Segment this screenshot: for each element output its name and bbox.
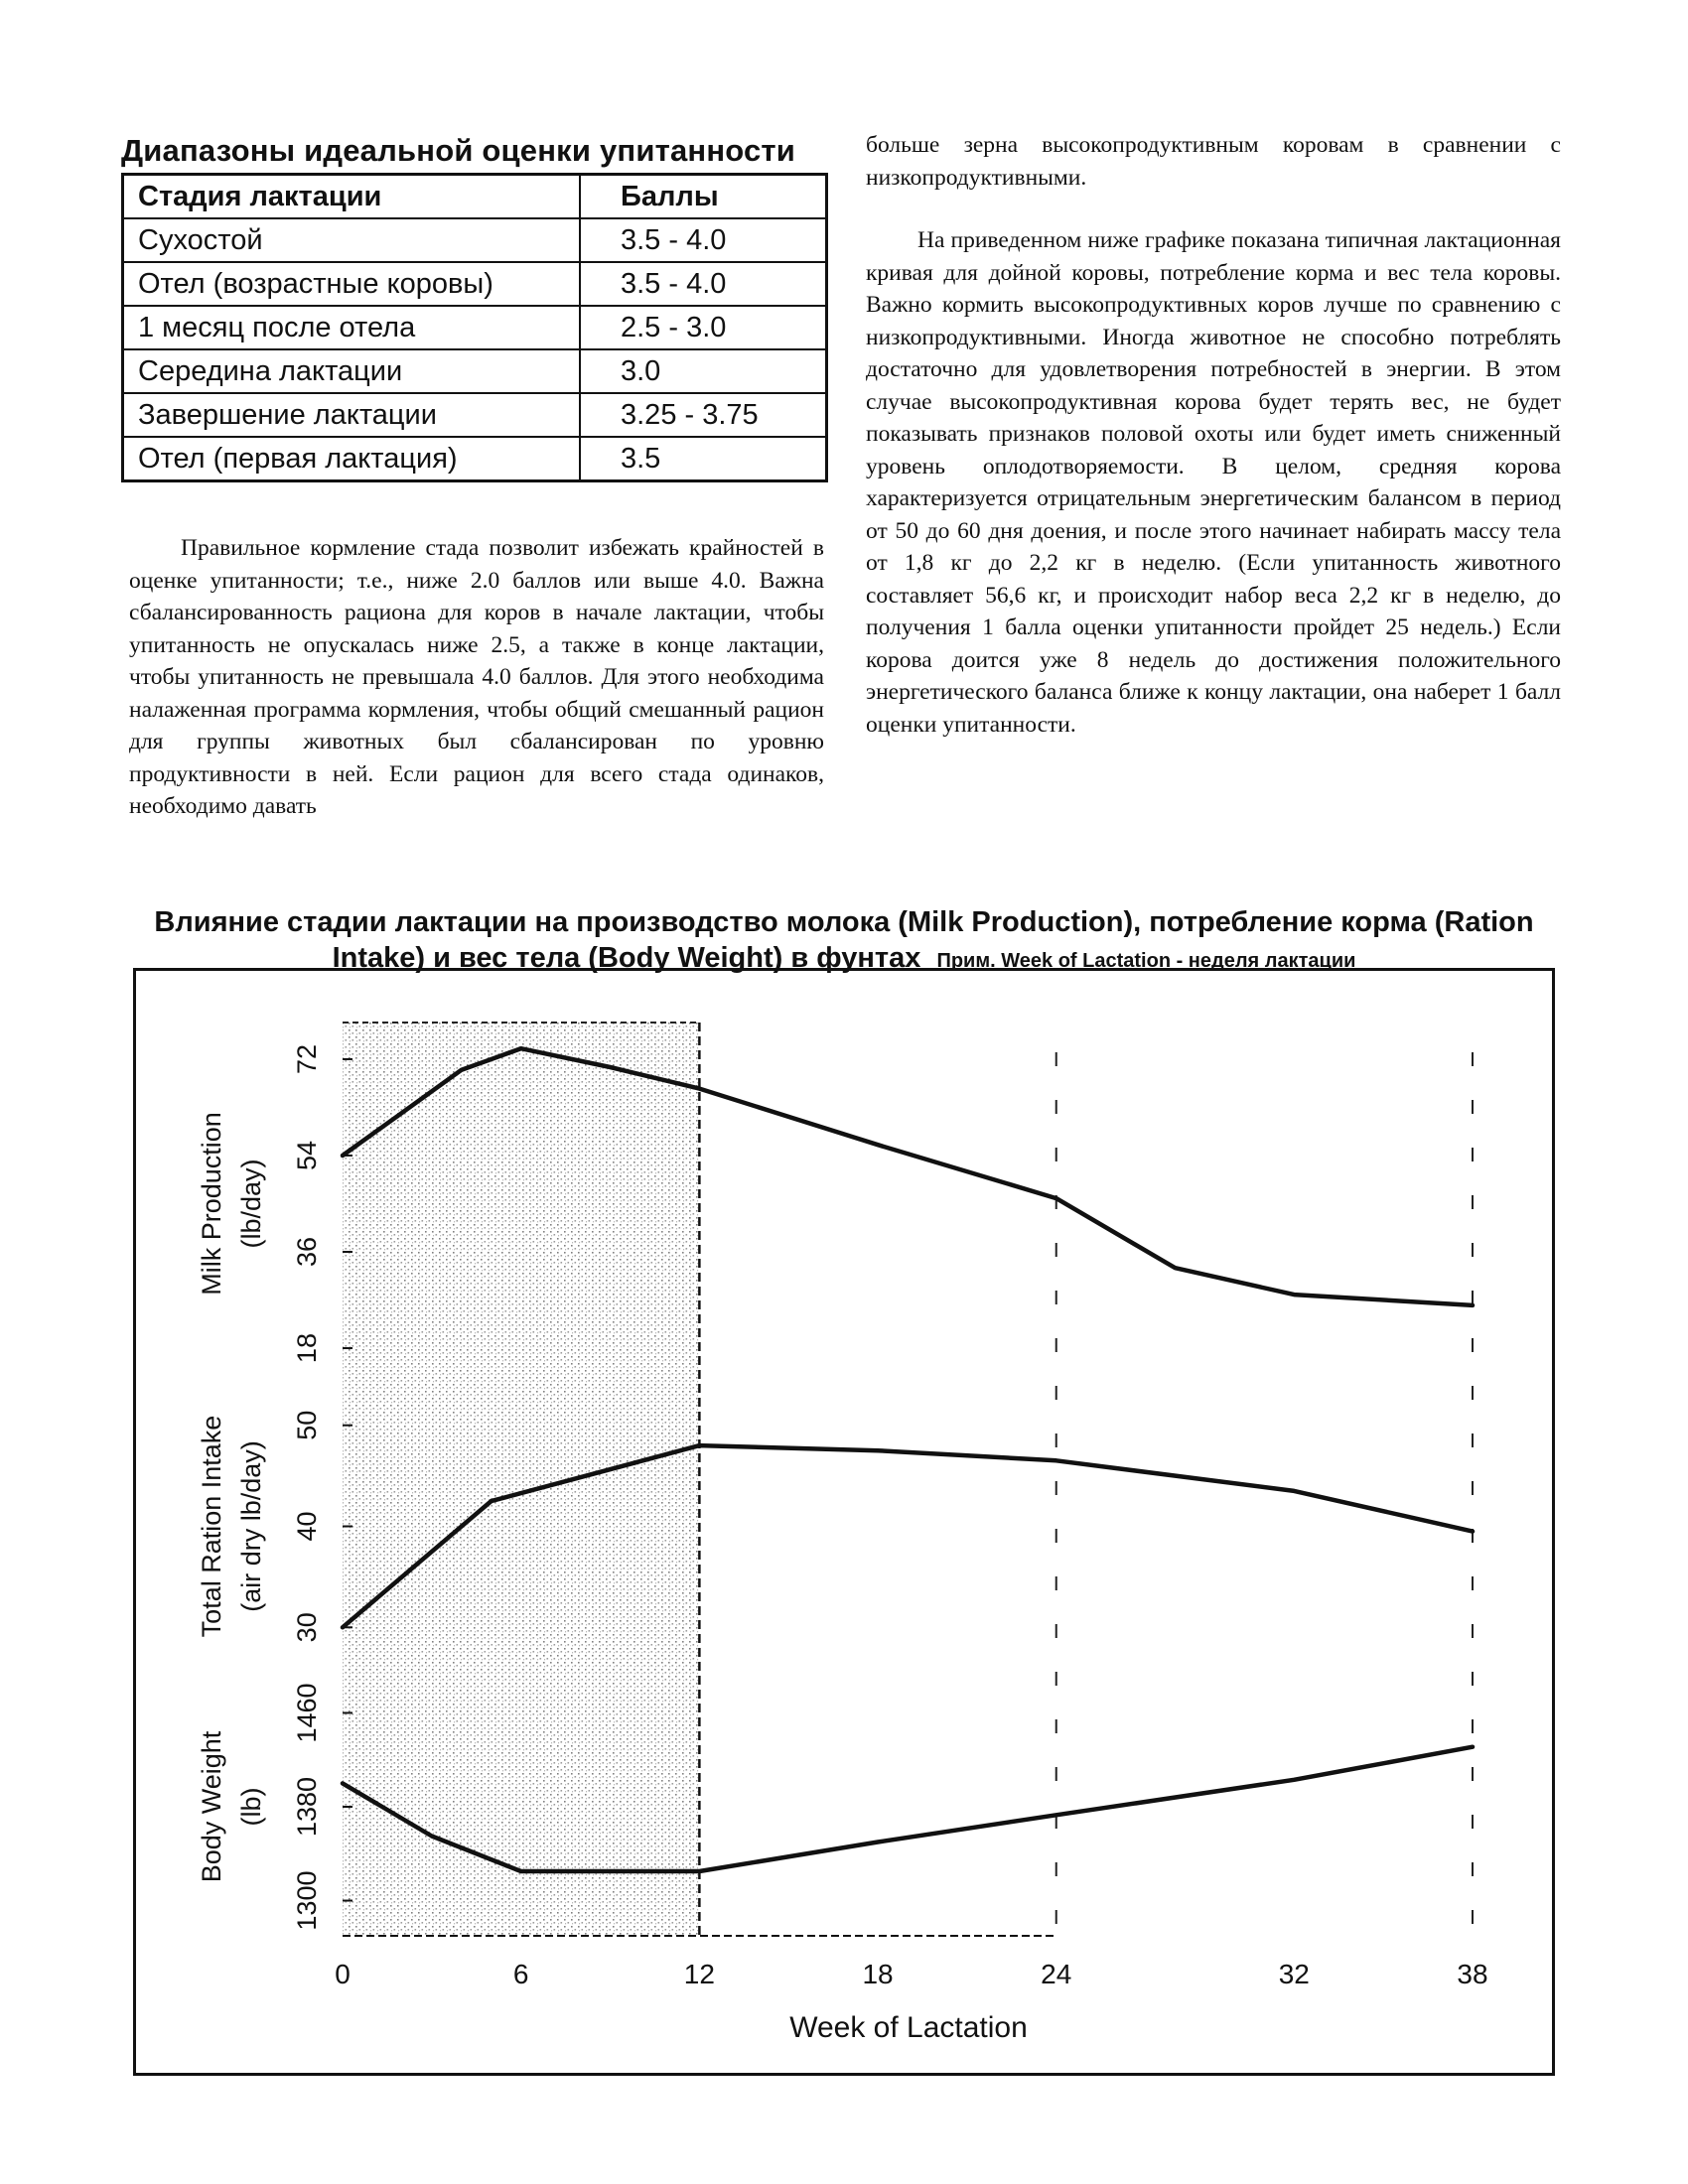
table-cell: 3.25 - 3.75 [580,393,827,437]
table-cell: Отел (первая лактация) [123,437,581,481]
y-tick-label: 40 [292,1511,322,1542]
x-tick-label: 6 [512,1959,529,1989]
table-cell: Отел (возрастные коровы) [123,262,581,306]
left-column-paragraph: Правильное кормление стада позволит избежать крайностей в оценке упитанности; т.е., ниже 2.0 баллов или выше 4.0. Важна сбалансированность рациона для коров в начале лактации, чтобы упитанность не опускалась ниже 2.5, а также в конце лактации, чтобы упитанность не превышала 4.0 баллов. Для этого необходима налаженная программа кормления, чтобы общий смешанный рацион для группы животных был сбалансирован по уровню продуктивности в ней. Если рацион для всего стада одинаков, необходимо давать [129,535,824,819]
table-cell: 2.5 - 3.0 [580,306,827,349]
chart-title-note: Прим. Week of Lactation - неделя лактации [936,950,1356,972]
x-tick-label: 24 [1041,1959,1072,1989]
table-cell: Середина лактации [123,349,581,393]
table-cell: 3.5 - 4.0 [580,218,827,262]
x-axis-label: Week of Lactation [789,2011,1028,2044]
x-tick-label: 18 [862,1959,894,1989]
y-axis-label: Body Weight [197,1730,226,1883]
table-title: Диапазоны идеальной оценки упитанности [121,133,796,168]
y-axis-unit-label: (air dry lb/day) [236,1440,266,1612]
y-axis-label: Milk Production [197,1112,226,1296]
x-tick-label: 0 [335,1959,351,1989]
table-cell: 3.0 [580,349,827,393]
table-header-cell: Стадия лактации [123,175,581,219]
y-tick-label: 1460 [292,1683,322,1743]
y-tick-label: 1380 [292,1776,322,1838]
x-tick-label: 12 [683,1959,715,1989]
y-tick-label: 72 [292,1043,322,1074]
y-axis-label: Total Ration Intake [197,1415,226,1638]
y-tick-label: 1300 [292,1870,322,1931]
x-tick-label: 32 [1278,1959,1310,1989]
chart-title-line-1: Влияние стадии лактации на производство молока (Milk Production), потребление корма (Ration [154,906,1534,938]
right-column-paragraph: На приведенном ниже графике показана типичная лактационная кривая для дойной коровы, потребление корма и вес тела коровы. Важно кормить высокопродуктивных коров лучше по сравнению с низкопродуктивными. Иногда животное не способно потреблять достаточно для удовлетворения потребностей в энергии. В этом случае высокопродуктивная корова будет терять вес, не будет показывать признаков половой охоты или будет иметь сниженный уровень оплодотворяемости. В целом, средняя корова характеризуется отрицательным энергетическим балансом в период от 50 до 60 дня доения, и после этого начинает набирать массу тела от 1,8 кг до 2,2 кг в неделю. (Если упитанность животного составляет 56,6 кг, и происходит набор веса 2,2 кг в неделю, до получения 1 балла оценки упитанности пройдет 25 недель.) Если корова доится уже 8 недель до достижения положительного энергетического баланса ближе к концу лактации, она наберет 1 балл оценки упитанности. [866,227,1561,738]
y-tick-label: 54 [292,1140,322,1171]
table-cell: 1 месяц после отела [123,306,581,349]
y-tick-label: 36 [292,1236,322,1268]
right-column-continuation: больше зерна высокопродуктивным коровам в сравнении с низкопродуктивными. [866,132,1561,191]
y-axis-unit-label: (lb) [236,1787,266,1827]
y-axis-unit-label: (lb/day) [236,1159,266,1249]
table-cell: Сухостой [123,218,581,262]
y-tick-label: 18 [292,1333,322,1364]
y-tick-label: 50 [292,1410,322,1440]
table-cell: Завершение лактации [123,393,581,437]
shaded-region [343,1023,699,1936]
chart-title-line-2-text: Intake) и вес тела (Body Weight) в фунтах [332,942,921,974]
table-cell: 3.5 [580,437,827,481]
y-tick-label: 30 [292,1612,322,1643]
table-cell: 3.5 - 4.0 [580,262,827,306]
table-header-cell: Баллы [580,175,827,219]
x-tick-label: 38 [1457,1959,1488,1989]
